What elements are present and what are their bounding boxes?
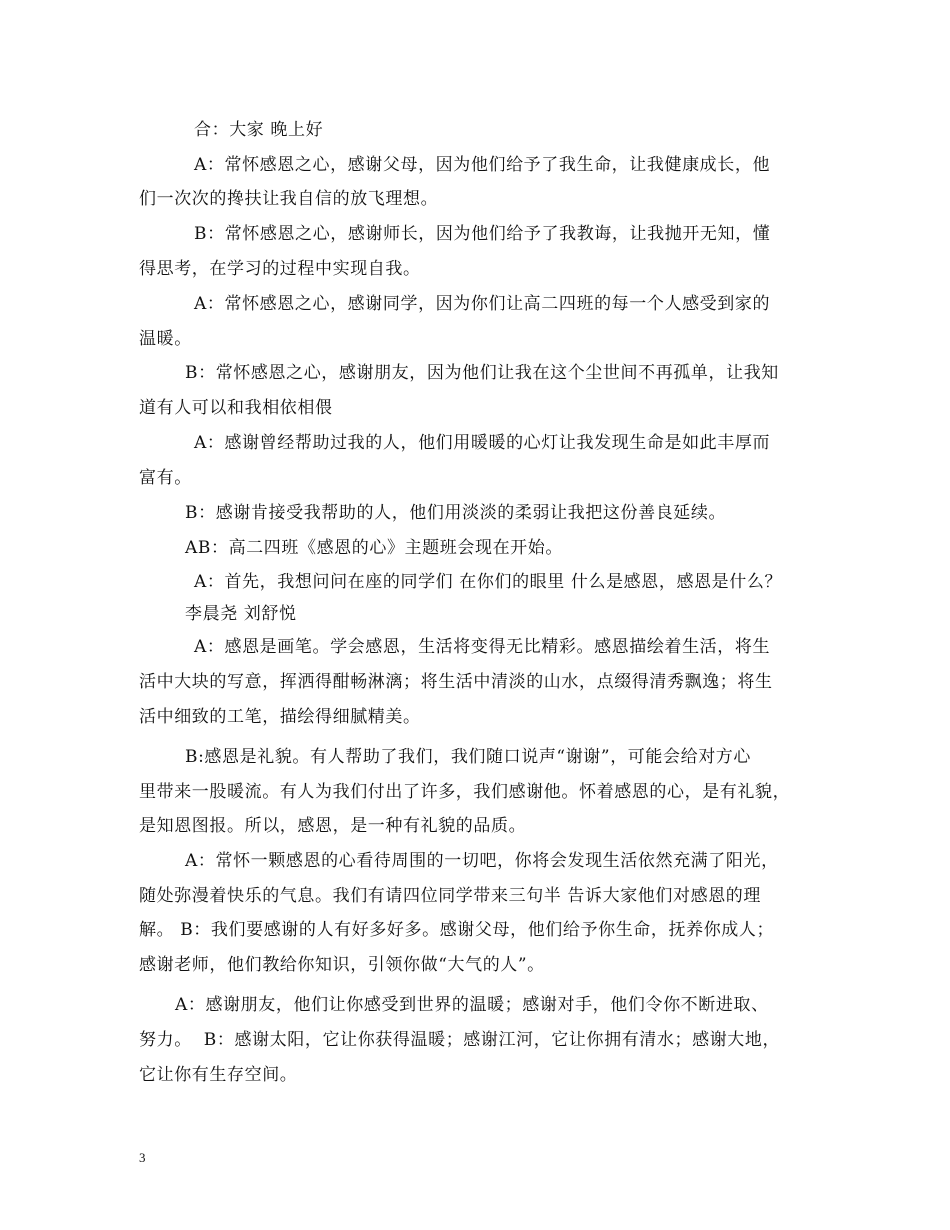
text-line: 努力。 B：感谢太阳，它让你获得温暖；感谢江河，它让你拥有清水；感谢大地， (139, 1030, 781, 1050)
text-line: 活中细致的工笔，描绘得细腻精美。 (139, 707, 421, 727)
page-number: 3 (139, 1150, 146, 1165)
text-line: 温暖。 (139, 329, 192, 349)
text-line: 道有人可以和我相依相偎 (139, 398, 333, 418)
text-line: B:感恩是礼貌。有人帮助了我们，我们随口说声“谢谢”，可能会给对方心 (185, 747, 752, 767)
text-line: 解。 B：我们要感谢的人有好多好多。感谢父母，他们给予你生命，抚养你成人； (139, 920, 775, 940)
text-line: A：感恩是画笔。学会感恩，生活将变得无比精彩。感恩描绘着生活，将生 (194, 637, 771, 657)
text-line: 们一次次的搀扶让我自信的放飞理想。 (139, 189, 439, 209)
text-line: 李晨尧 刘舒悦 (185, 604, 297, 624)
text-line: B：常怀感恩之心，感谢朋友，因为他们让我在这个尘世间不再孤单，让我知 (185, 363, 779, 383)
text-line: A：感谢朋友，他们让你感受到世界的温暖；感谢对手，他们令你不断进取、 (175, 995, 769, 1015)
text-line: 感谢老师，他们教给你知识，引领你做“大气的人”。 (139, 955, 545, 975)
text-line: 随处弥漫着快乐的气息。我们有请四位同学带来三句半 告诉大家他们对感恩的理 (139, 886, 762, 906)
text-line: 是知恩图报。所以，感恩，是一种有礼貌的品质。 (139, 816, 527, 836)
text-line: A：感谢曾经帮助过我的人，他们用暖暖的心灯让我发现生命是如此丰厚而 (194, 433, 771, 453)
text-line: B：感谢肯接受我帮助的人，他们用淡淡的柔弱让我把这份善良延续。 (185, 503, 727, 523)
text-line: 活中大块的写意，挥洒得酣畅淋漓；将生活中清淡的山水，点缀得清秀飘逸；将生 (139, 672, 773, 692)
text-line: A：首先，我想问问在座的同学们 在你们的眼里 什么是感恩，感恩是什么？ (194, 572, 783, 592)
text-line: 里带来一股暖流。有人为我们付出了许多，我们感谢他。怀着感恩的心，是有礼貌， (139, 782, 791, 802)
text-line: 它让你有生存空间。 (139, 1065, 298, 1085)
text-line: A：常怀一颗感恩的心看待周围的一切吧，你将会发现生活依然充满了阳光， (185, 851, 779, 871)
text-line: B：常怀感恩之心，感谢师长，因为他们给予了我教诲，让我抛开无知，懂 (194, 224, 771, 244)
text-line: A：常怀感恩之心，感谢父母，因为他们给予了我生命，让我健康成长，他 (194, 155, 771, 175)
text-line: 富有。 (139, 468, 192, 488)
text-line: 得思考，在学习的过程中实现自我。 (139, 259, 421, 279)
text-line: 合：大家 晚上好 (194, 120, 324, 140)
text-line: AB：高二四班《感恩的心》主题班会现在开始。 (185, 538, 563, 558)
text-line: A：常怀感恩之心，感谢同学，因为你们让高二四班的每一个人感受到家的 (194, 294, 771, 314)
